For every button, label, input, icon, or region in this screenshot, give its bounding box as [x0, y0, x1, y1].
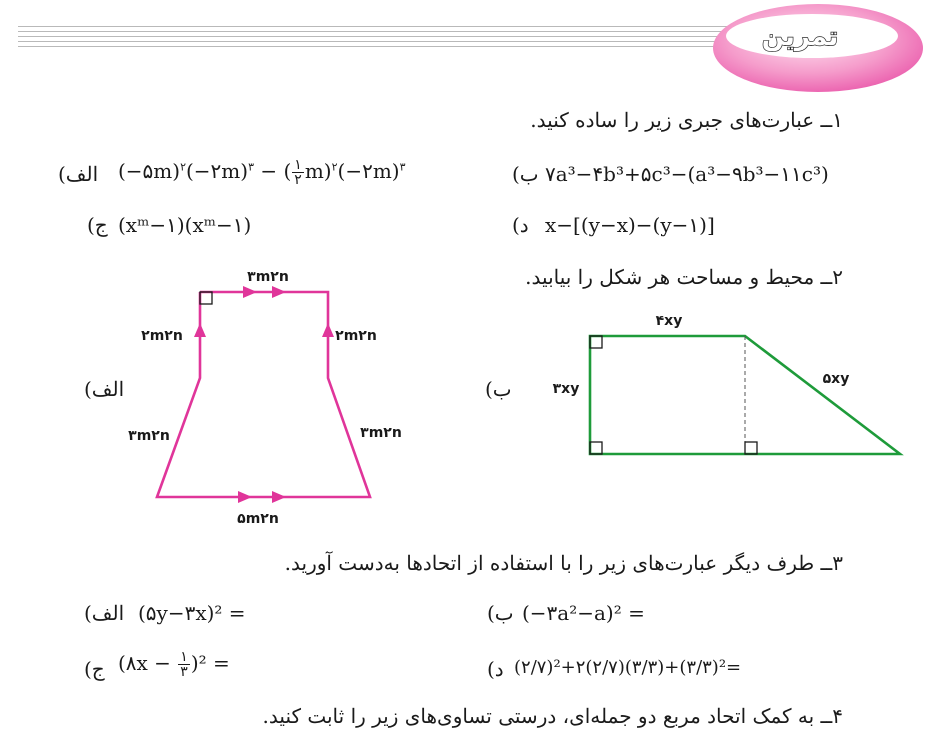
- q1-alef-label: الف): [58, 162, 99, 186]
- q3-jim-fraction: $\frac{۱}{۳}$: [180, 649, 188, 680]
- fig-be-top-label: ۴xy: [655, 313, 683, 329]
- arrow-top-1: [243, 286, 257, 298]
- right-angle-marker-bl: [590, 442, 602, 454]
- fig-alef-left-lower-label: ۳m۲n: [128, 428, 170, 444]
- arrow-bottom-2: [272, 491, 286, 503]
- q3-jim-expression: (۸x − $\frac{۱}{۳}$ )² =: [118, 649, 230, 680]
- arrow-bottom-1: [238, 491, 252, 503]
- fig-alef-bottom-label: ۵m۲n: [237, 511, 279, 527]
- figure-be-trapezoid: [540, 305, 920, 470]
- q1-dal-expression: x−[(y−x)−(y−۱)]: [545, 213, 715, 237]
- q2-title: ۲ــ محیط و مساحت هر شکل را بیابید.: [525, 265, 843, 289]
- q1-alef-fraction: $\frac{۱}{۲}$: [294, 157, 302, 188]
- q3-alef-label: الف): [84, 601, 125, 625]
- arrow-top-2: [272, 286, 286, 298]
- right-angle-marker-tl: [590, 336, 602, 348]
- figure-alef-outline: [157, 292, 370, 497]
- figure-be-label: ب): [485, 377, 512, 401]
- q3-dal-label: د): [487, 657, 504, 681]
- fig-be-left-label: ۳xy: [552, 381, 580, 397]
- header-badge-text: تمرین: [761, 22, 839, 52]
- q1-be-expression: ۷a³−۴b³+۵c³−(a³−۹b³−۱۱c³): [545, 162, 829, 186]
- q1-be-label: ب): [512, 162, 539, 186]
- fig-alef-right-lower-label: ۳m۲n: [360, 425, 402, 441]
- fig-alef-left-upper-label: ۲m۲n: [141, 328, 183, 344]
- fig-alef-top-label: ۳m۲n: [247, 269, 289, 285]
- right-angle-marker-br: [745, 442, 757, 454]
- arrow-right-up: [322, 323, 334, 337]
- fig-alef-right-upper-label: ۲m۲n: [335, 328, 377, 344]
- q3-be-expression: (−۳a²−a)² =: [522, 601, 645, 625]
- fig-be-slant-label: ۵xy: [822, 371, 850, 387]
- q3-jim-label: ج): [84, 657, 105, 681]
- figure-alef-trapezoid: [110, 255, 410, 535]
- q3-dal-expression: (۲/۷)²+۲(۲/۷)(۳/۳)+(۳/۳)²=: [514, 657, 742, 678]
- q1-dal-label: د): [512, 213, 529, 237]
- q1-title: ۱ــ عبارت‌های جبری زیر را ساده کنید.: [530, 108, 843, 132]
- figure-alef-label: الف): [84, 377, 125, 401]
- arrow-left-up: [194, 323, 206, 337]
- q1-alef-expression: (−۵m)$^۲$(−۲m)$^۳$ − ( $\frac{۱}{۲}$ m)$^۲$(−۲m)$^۳$: [118, 157, 406, 188]
- header-badge: [700, 0, 931, 110]
- q4-title: ۴ــ به کمک اتحاد مربع دو جمله‌ای، درستی تساوی‌های زیر را ثابت کنید.: [262, 704, 843, 728]
- q1-jim-label: ج): [87, 213, 108, 237]
- q3-alef-expression: (۵y−۳x)² =: [138, 601, 246, 625]
- header-rule-lines: [18, 26, 738, 52]
- q1-jim-expression: (xᵐ−۱)(xᵐ−۱): [118, 213, 252, 237]
- q3-title: ۳ــ طرف دیگر عبارت‌های زیر را با استفاده از اتحادها به‌دست آورید.: [284, 551, 843, 575]
- right-angle-marker: [200, 292, 212, 304]
- q3-be-label: ب): [487, 601, 514, 625]
